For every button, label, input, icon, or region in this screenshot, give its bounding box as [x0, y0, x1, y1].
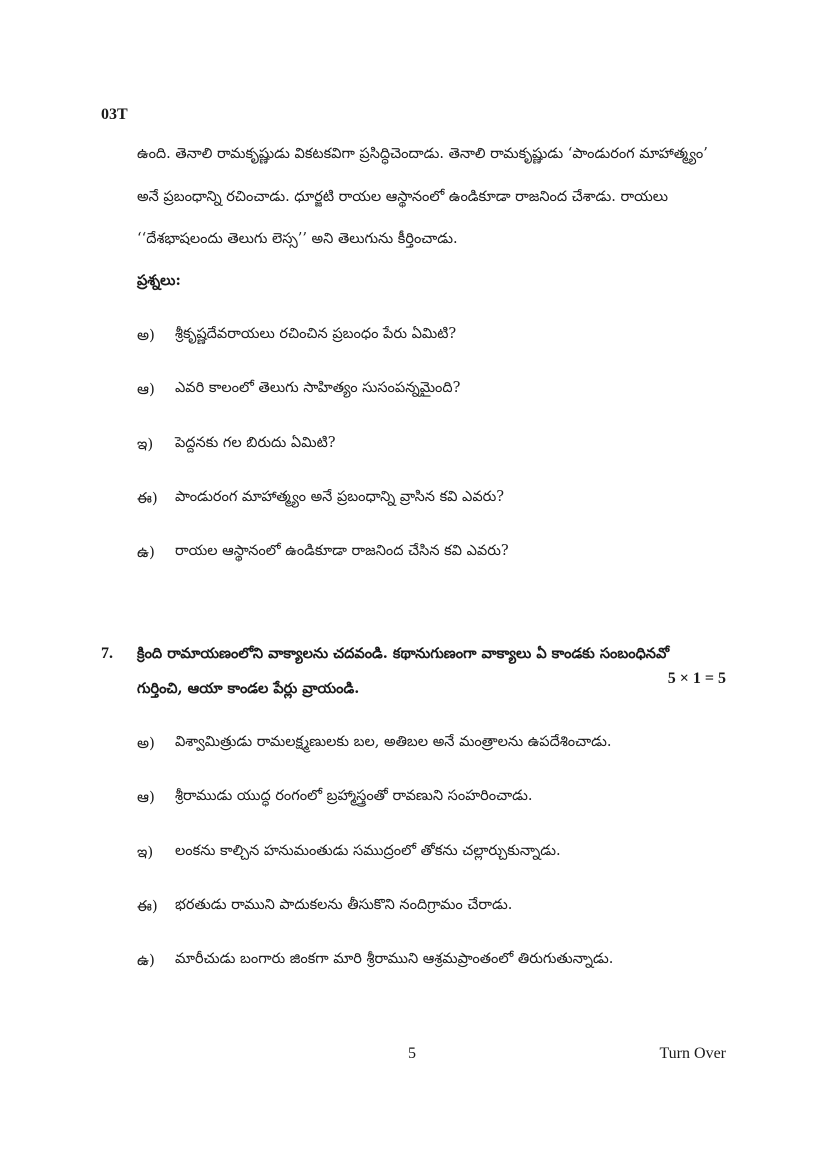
turn-over-label: Turn Over: [659, 1045, 726, 1062]
question-text: శ్రీకృష్ణదేవరాయలు రచించిన ప్రబంధం పేరు ఏమిటి?: [175, 326, 457, 342]
question-heading-line: గుర్తించి, ఆయా కాండల పేర్లు వ్రాయండి.: [137, 680, 360, 697]
question-marker: ఆ): [137, 788, 155, 806]
question-marker: ఇ): [137, 843, 154, 861]
question-text: రాయల ఆస్థానంలో ఉండికూడా రాజనింద చేసిన కవి ఎవరు?: [175, 543, 509, 559]
question-marker: అ): [137, 326, 155, 344]
question-marker: ఆ): [137, 380, 155, 398]
question-text: శ్రీరాముడు యుద్ధ రంగంలో బ్రహ్మాస్త్రంతో రావణుని సంహరించాడు.: [175, 788, 533, 804]
question-text: పెద్దనకు గల బిరుదు ఏమిటి?: [175, 435, 336, 451]
passage-line: ఉంది. తెనాలి రామకృష్ణుడు వికటకవిగా ప్రసిద్ధిచెందాడు. తెనాలి రామకృష్ణుడు ‘పాండురంగ మాహాత్మ్యం’: [137, 146, 708, 162]
question-number: 7.: [101, 645, 113, 662]
question-marker: ఈ): [137, 897, 158, 915]
question-text: మారీచుడు బంగారు జింకగా మారి శ్రీరాముని ఆశ్రమప్రాంతంలో తిరుగుతున్నాడు.: [175, 951, 614, 967]
paper-code: 03T: [101, 106, 128, 123]
question-text: పాండురంగ మాహాత్మ్యం అనే ప్రబంధాన్ని వ్రాసిన కవి ఎవరు?: [175, 489, 505, 505]
question-marker: అ): [137, 734, 155, 752]
questions-heading: ప్రశ్నలు:: [137, 272, 181, 289]
passage-line: ‘‘దేశభాషలందు తెలుగు లెస్స’’ అని తెలుగును కీర్తించాడు.: [137, 231, 458, 247]
marks-allotment: 5 × 1 = 5: [667, 670, 726, 687]
passage-line: అనే ప్రబంధాన్ని రచించాడు. ధూర్జటి రాయల ఆస్థానంలో ఉండికూడా రాజనింద చేశాడు. రాయలు: [137, 189, 669, 205]
question-text: భరతుడు రాముని పాదుకలను తీసుకొని నందిగ్రామం చేరాడు.: [175, 897, 513, 913]
question-marker: ఇ): [137, 435, 154, 453]
question-marker: ఉ): [137, 543, 155, 561]
question-marker: ఉ): [137, 951, 155, 969]
question-text: ఎవరి కాలంలో తెలుగు సాహిత్యం సుసంపన్నమైంది?: [175, 380, 461, 396]
page-number: 5: [408, 1045, 416, 1062]
question-marker: ఈ): [137, 489, 158, 507]
question-text: లంకను కాల్చిన హనుమంతుడు సముద్రంలో తోకను చల్లార్చుకున్నాడు.: [175, 843, 561, 859]
question-text: విశ్వామిత్రుడు రామలక్ష్మణులకు బల, అతిబల అనే మంత్రాలను ఉపదేశించాడు.: [175, 734, 612, 750]
question-heading-line: క్రింది రామాయణంలోని వాక్యాలను చదవండి. కథానుగుణంగా వాక్యాలు ఏ కాండకు సంబంధినవో: [137, 645, 670, 662]
